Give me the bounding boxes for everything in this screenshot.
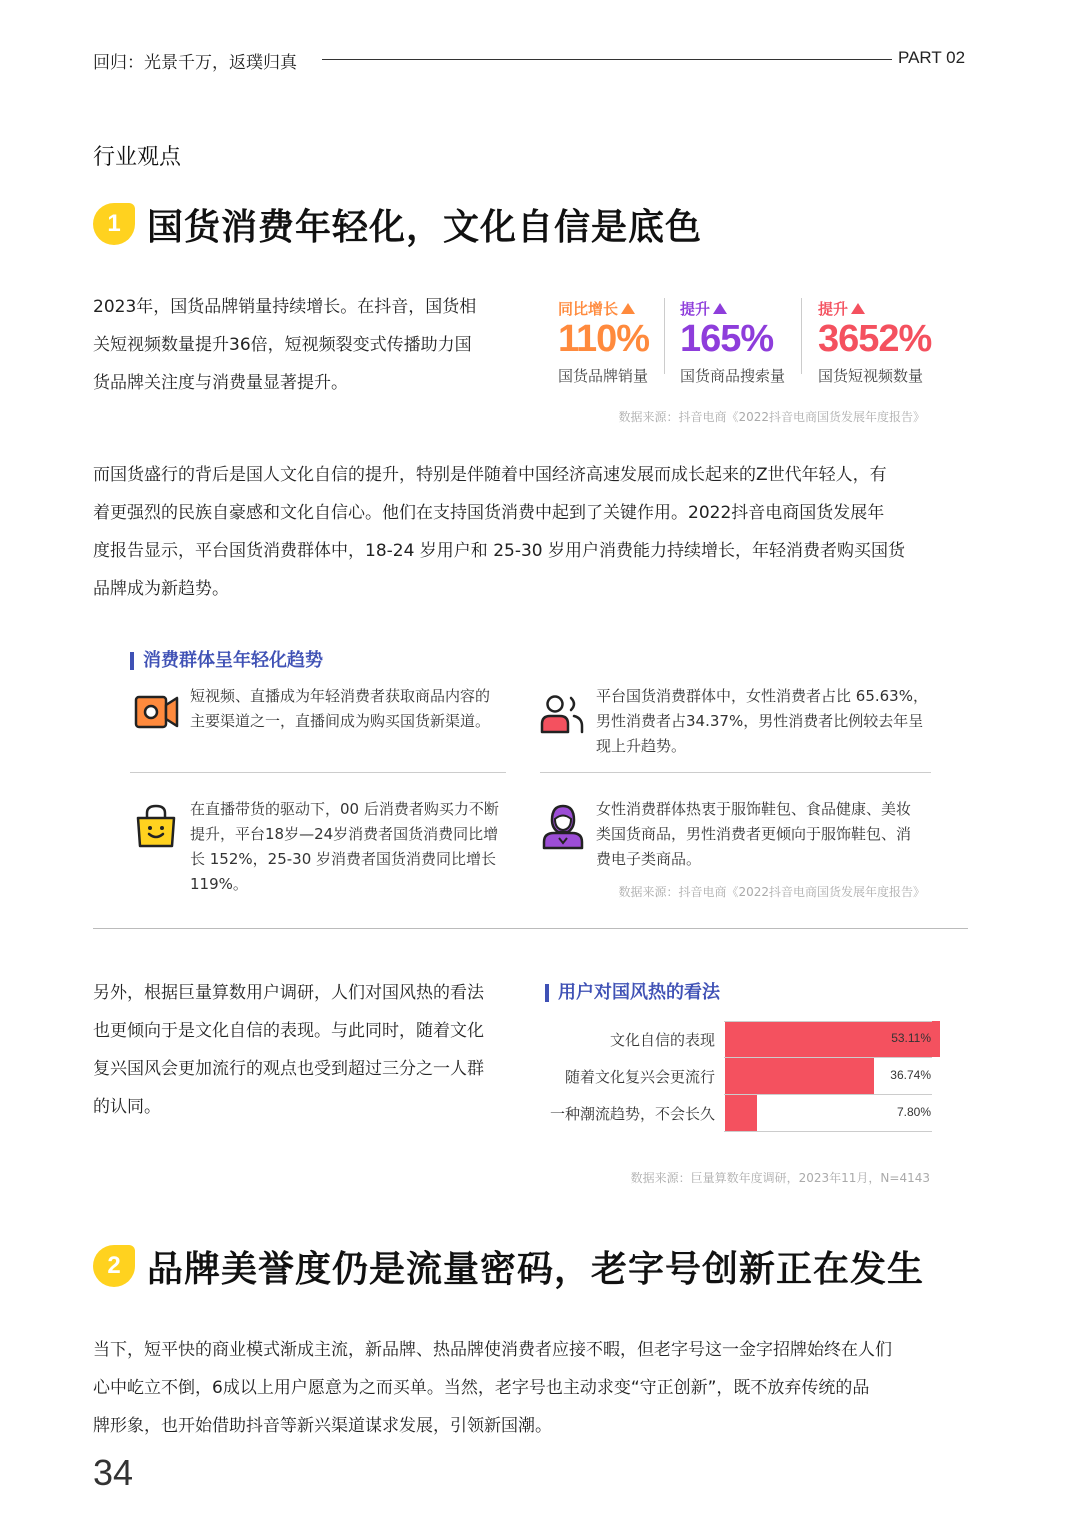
trend-line: 提升，平台18岁—24岁消费者国货消费同比增	[190, 825, 499, 843]
section-1-number-badge: 1	[93, 203, 135, 245]
up-triangle-icon	[621, 303, 635, 314]
paragraph-line: 心中屹立不倒，6成以上用户愿意为之而买单。当然，老字号也主动求变“守正创新”，既不放弃传统的品	[93, 1378, 870, 1398]
trend-line: 现上升趋势。	[596, 737, 687, 755]
data-source-note: 数据来源：抖音电商《2022抖音电商国货发展年度报告》	[618, 410, 925, 424]
paragraph-line: 也更倾向于是文化自信的表现。与此同时，随着文化	[93, 1021, 484, 1041]
divider	[130, 772, 506, 773]
section-2-number-badge: 2	[93, 1245, 135, 1287]
paragraph-line: 的认同。	[93, 1097, 161, 1117]
person-icon	[540, 802, 586, 850]
up-triangle-icon	[851, 303, 865, 314]
bar-value-label: 36.74%	[890, 1068, 931, 1082]
trend-line: 平台国货消费群体中，女性消费者占比 65.63%，	[596, 687, 928, 705]
trend-heading: 消费群体呈年轻化趋势	[130, 652, 323, 670]
stat-value: 110%	[558, 318, 650, 360]
trend-item-text	[596, 684, 946, 759]
bar	[725, 1058, 874, 1094]
intro-line: 货品牌关注度与消费量显著提升。	[93, 373, 348, 393]
trend-line: 女性消费群体热衷于服饰鞋包、食品健康、美妆	[596, 800, 912, 818]
trend-line: 男性消费者占34.37%，男性消费者比例较去年呈	[596, 712, 924, 730]
bar-category-label: 文化自信的表现	[609, 1031, 715, 1049]
paragraph-line: 着更强烈的民族自豪感和文化自信心。他们在支持国货消费中起到了关键作用。2022抖音电商国货发展年	[93, 503, 885, 523]
bar-row	[545, 1095, 933, 1131]
trend-line: 119%。	[190, 875, 248, 893]
video-camera-icon	[134, 693, 180, 733]
bar-value-label: 7.80%	[896, 1105, 931, 1119]
stat-value: 165%	[680, 318, 774, 360]
data-source-note: 数据来源：抖音电商《2022抖音电商国货发展年度报告》	[618, 885, 925, 899]
report-header-title: 回归：光景千万，返璞归真	[93, 53, 297, 73]
section-2-heading	[93, 1244, 924, 1288]
chart-title: 用户对国风热的看法	[545, 984, 720, 1002]
paragraph-line: 牌形象，也开始借助抖音等新兴渠道谋求发展，引领新国潮。	[93, 1416, 552, 1436]
trend-item-text	[190, 684, 520, 734]
paragraph-line: 另外，根据巨量算数用户调研，人们对国风热的看法	[93, 983, 484, 1003]
trend-line: 短视频、直播成为年轻消费者获取商品内容的	[190, 687, 491, 705]
section-2-title: 品牌美誉度仍是流量密码，老字号创新正在发生	[147, 1248, 925, 1290]
up-triangle-icon	[713, 303, 727, 314]
bar-row	[545, 1058, 933, 1094]
stat-divider	[664, 298, 665, 374]
users-icon	[540, 694, 586, 736]
section-1-title: 国货消费年轻化，文化自信是底色	[147, 206, 703, 248]
stat-label: 提升	[818, 298, 931, 319]
page-number: 34	[93, 1452, 134, 1493]
shopping-bag-icon	[134, 803, 178, 849]
divider	[540, 772, 931, 773]
trend-line: 长 152%，25-30 岁消费者国货消费同比增长	[190, 850, 497, 868]
part-label: PART 02	[898, 48, 966, 67]
trend-line: 费电子类商品。	[596, 850, 702, 868]
bar-row	[545, 1021, 933, 1057]
paragraph-line: 而国货盛行的背后是国人文化自信的提升，特别是伴随着中国经济高速发展而成长起来的Z世代年轻人，有	[93, 465, 887, 485]
stat-label: 提升	[680, 298, 785, 319]
stat-description: 国货商品搜索量	[680, 367, 786, 385]
bar-value-label: 53.11%	[891, 1031, 931, 1045]
bar-category-label: 一种潮流趋势，不会长久	[549, 1105, 715, 1123]
trend-line: 在直播带货的驱动下，00 后消费者购买力不断	[190, 800, 499, 818]
stat-brand-sales	[558, 298, 649, 386]
paragraph-line: 复兴国风会更加流行的观点也受到超过三分之一人群	[93, 1059, 484, 1079]
section-label: 行业观点	[93, 145, 182, 170]
trend-line: 类国货商品，男性消费者更倾向于服饰鞋包、消	[596, 825, 912, 843]
section-divider	[93, 928, 968, 929]
stat-value: 3652%	[818, 318, 932, 360]
data-source-note: 数据来源：巨量算数年度调研，2023年11月，N=4143	[630, 1171, 930, 1185]
stat-short-video-count	[818, 298, 931, 386]
trend-item-text	[190, 797, 520, 897]
paragraph-line: 当下，短平快的商业模式渐成主流，新品牌、热品牌使消费者应接不暇，但老字号这一金字招牌始终在人们	[93, 1340, 892, 1360]
stat-divider	[801, 298, 802, 374]
intro-line: 2023年，国货品牌销量持续增长。在抖音，国货相	[93, 297, 477, 317]
intro-line: 关短视频数量提升36倍，短视频裂变式传播助力国	[93, 335, 472, 355]
body-paragraph	[93, 974, 533, 1126]
stat-product-search	[680, 298, 785, 386]
trend-line: 主要渠道之一，直播间成为购买国货新渠道。	[190, 712, 491, 730]
stat-description: 国货品牌销量	[558, 367, 649, 385]
header-divider	[322, 59, 892, 60]
intro-paragraph	[93, 288, 533, 402]
bar-category-label: 随着文化复兴会更流行	[564, 1068, 715, 1086]
section-1-heading	[93, 202, 702, 246]
row-divider	[724, 1021, 932, 1022]
body-paragraph	[93, 456, 983, 608]
bar	[725, 1095, 757, 1131]
stat-label: 同比增长	[558, 298, 649, 319]
body-paragraph	[93, 1331, 983, 1445]
row-divider	[724, 1131, 932, 1132]
stat-description: 国货短视频数量	[818, 367, 924, 385]
paragraph-line: 品牌成为新趋势。	[93, 579, 229, 599]
trend-item-text	[596, 797, 946, 872]
paragraph-line: 度报告显示，平台国货消费群体中，18-24 岁用户和 25-30 岁用户消费能力持续增长，年轻消费者购买国货	[93, 541, 906, 561]
